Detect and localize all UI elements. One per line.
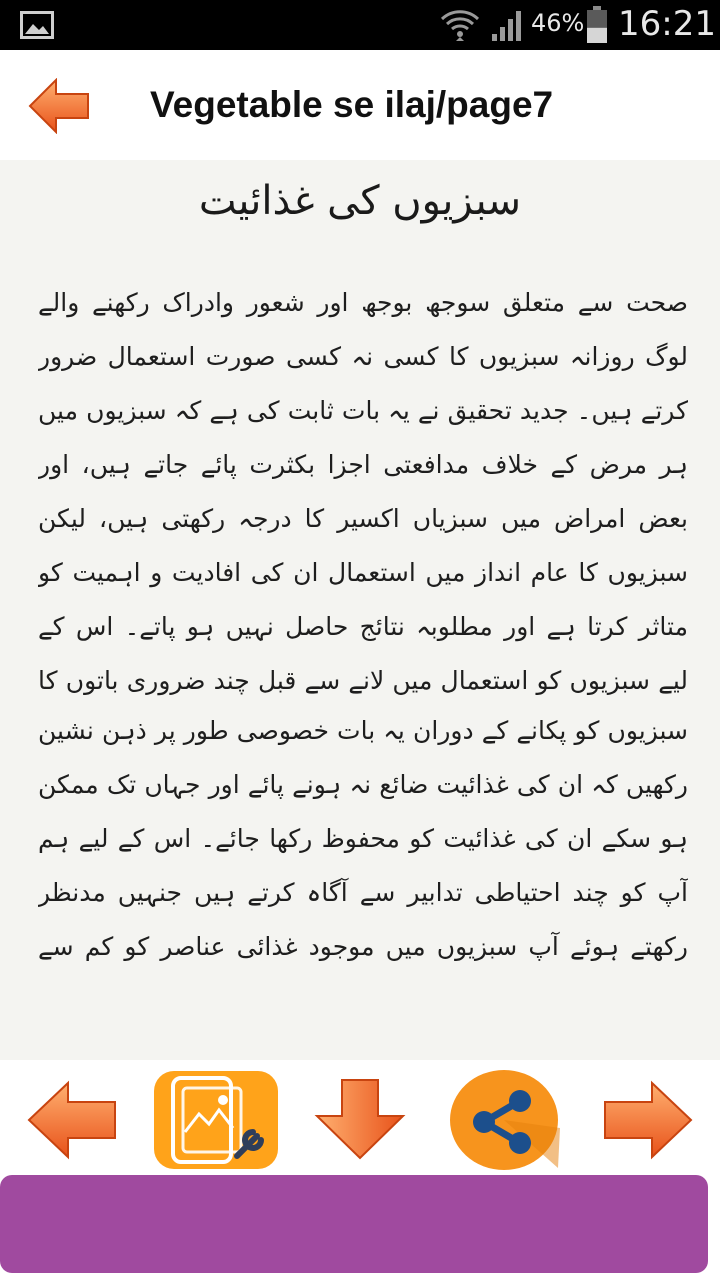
gallery-icon <box>20 11 54 39</box>
paragraph-2: سبزیوں کو پکانے کے دوران یہ بات خصوصی طور پر ذہن نشین رکھیں کہ ان کی غذائیت ضائع نہ ہونے پائے اور جہاں تک ممکن ہو سکے ان کی غذائیت کو محفوظ رکھا جائے۔ اس کے لیے ہم آپ کو چند احتیاطی تدابیر سے آگاہ کرتے ہیں جنہیں مدنظر رکھتے ہوئے آپ سبزیوں میں موجود غذائی عناصر کو کم سے <box>38 716 688 961</box>
next-page-button[interactable] <box>602 1080 694 1160</box>
battery-icon <box>586 6 608 44</box>
arrow-left-icon[interactable] <box>28 78 90 134</box>
battery-percent: 46% <box>531 9 585 37</box>
clock: 16:21 <box>618 4 716 44</box>
page-heading: سبزیوں کی غذائیت <box>198 178 522 224</box>
page-title: Vegetable se ilaj/page7 <box>150 84 554 125</box>
scanned-page <box>0 160 720 1060</box>
ad-banner[interactable] <box>0 1175 708 1273</box>
signal-icon <box>490 8 526 42</box>
bottom-toolbar <box>0 1060 720 1175</box>
download-button[interactable] <box>314 1078 406 1160</box>
prev-page-button[interactable] <box>26 1080 118 1160</box>
share-button[interactable] <box>448 1068 560 1172</box>
paragraph-1: صحت سے متعلق سوجھ بوجھ اور شعور وادراک رکھنے والے لوگ روزانہ سبزیوں کا کسی نہ کسی صورت استعمال ضرور کرتے ہیں۔ جدید تحقیق نے یہ بات ثابت کی ہے کہ سبزیوں میں ہر مرض کے خلاف مدافعتی اجزا بکثرت پائے جاتے ہیں، اور بعض امراض میں سبزیاں اکسیر کا درجہ رکھتی ہیں، لیکن سبزیوں کا عام انداز میں استعمال ان کی افادیت و اہمیت کو متاثر کرتا ہے اور مطلوبہ نتائج حاصل نہیں ہو پاتے۔ اس کے لیے سبزیوں کو استعمال میں لانے سے قبل چند ضروری باتوں کا <box>38 288 688 695</box>
app-header <box>0 50 720 160</box>
wifi-icon <box>440 7 480 43</box>
status-bar <box>0 0 720 50</box>
app-tools-button[interactable] <box>153 1070 279 1170</box>
